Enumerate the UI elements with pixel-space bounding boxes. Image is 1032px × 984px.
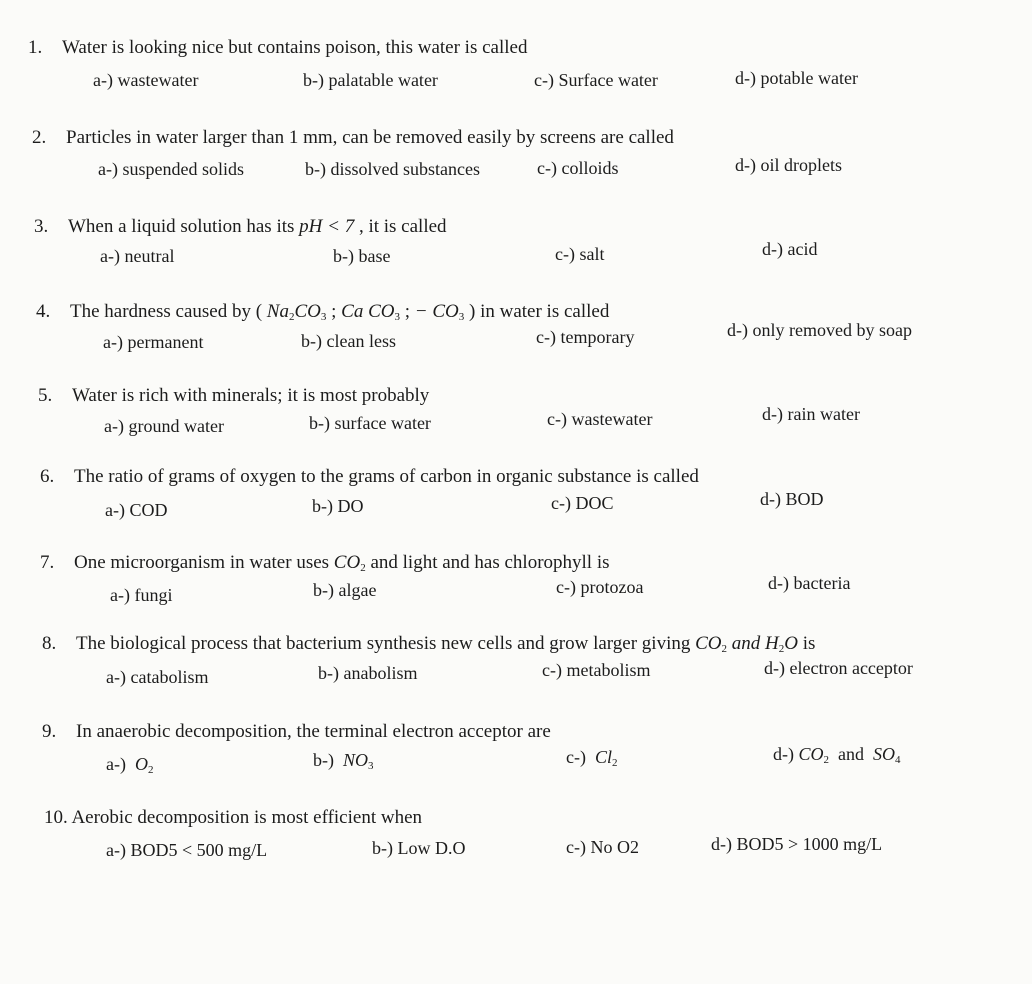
question-stem [32, 126, 674, 150]
option-c[interactable]: c-) colloids [537, 158, 619, 178]
option-a[interactable]: a-) permanent [103, 332, 204, 352]
formula-part: Cl [594, 747, 612, 767]
question-number: 1. [28, 37, 43, 58]
option-b[interactable]: b-) base [333, 246, 391, 266]
option-c[interactable]: c-) temporary [536, 327, 635, 347]
option-b[interactable]: b-) surface water [309, 413, 431, 433]
option-prefix: b-) [313, 750, 334, 770]
question-text: One microorganism in water uses [74, 552, 330, 573]
subscript: 2 [147, 764, 154, 776]
formula-co2 [695, 633, 727, 654]
option-c[interactable]: c-) salt [555, 244, 605, 264]
formula-part: SO [873, 744, 896, 764]
question-stem [42, 720, 551, 744]
question-number: 2. [32, 127, 47, 148]
subscript: 2 [823, 754, 830, 766]
subscript: 2 [721, 643, 728, 655]
question-stem [38, 384, 429, 408]
option-b[interactable]: b-) algae [313, 580, 377, 600]
formula-co2 [334, 552, 366, 573]
separator: ; [331, 301, 337, 322]
formula-part: CO [333, 552, 361, 573]
question-number: 3. [34, 216, 49, 237]
formula-h2o [765, 633, 798, 654]
option-d[interactable]: d-) BOD [760, 489, 824, 509]
question-text: The biological process that bacterium synthesis new cells and grow larger giving [76, 633, 691, 654]
formula-part: − CO [414, 301, 459, 322]
question-stem [34, 215, 447, 239]
option-d[interactable]: d-) potable water [735, 68, 858, 88]
question-text-end: is [802, 633, 816, 654]
formula-caco3 [341, 301, 400, 322]
option-b[interactable]: b-) Low D.O [372, 838, 466, 858]
question-text: Water is looking nice but contains poison, this water is called [62, 37, 528, 58]
subscript: 4 [895, 754, 901, 766]
option-d[interactable]: d-) bacteria [768, 573, 851, 593]
option-d[interactable]: d-) electron acceptor [764, 658, 913, 678]
question-text: Particles in water larger than 1 mm, can be removed easily by screens are called [66, 127, 674, 148]
formula-part: H [765, 633, 779, 654]
question-number: 6. [40, 466, 55, 487]
question-text-end: ) in water is called [469, 301, 610, 322]
option-c[interactable]: c-) protozoa [556, 577, 644, 597]
option-c[interactable]: c-) metabolism [542, 660, 651, 680]
option-a[interactable]: a-) neutral [100, 246, 175, 266]
subscript: 2 [778, 643, 785, 655]
option-d[interactable]: d-) rain water [762, 404, 860, 424]
question-text: In anaerobic decomposition, the terminal electron acceptor are [76, 721, 551, 742]
question-text-end: , it is called [358, 216, 447, 237]
subscript: 3 [320, 311, 327, 323]
option-a[interactable] [106, 752, 153, 782]
option-b[interactable] [313, 748, 374, 778]
question-stem [28, 36, 527, 60]
question-number: 7. [40, 552, 55, 573]
question-stem [42, 632, 815, 661]
question-stem [44, 806, 422, 830]
question-text: The hardness caused by ( [70, 301, 263, 322]
option-c[interactable]: c-) DOC [551, 493, 614, 513]
option-a[interactable]: a-) catabolism [106, 667, 209, 687]
formula-part: O [784, 633, 798, 654]
option-b[interactable]: b-) anabolism [318, 663, 418, 683]
subscript: 3 [394, 311, 400, 323]
formula-part: Na [266, 301, 289, 322]
and-word: and [731, 633, 761, 654]
option-prefix: a-) [106, 754, 126, 774]
question-number: 9. [42, 721, 57, 742]
option-c[interactable]: c-) Surface water [534, 70, 658, 90]
subscript: 2 [360, 562, 366, 574]
formula-part: CO [798, 744, 824, 764]
option-c[interactable]: c-) wastewater [547, 409, 653, 429]
option-d[interactable]: d-) only removed by soap [727, 320, 912, 340]
option-c[interactable] [566, 745, 618, 775]
question-text: When a liquid solution has its [68, 216, 295, 237]
option-b[interactable]: b-) palatable water [303, 70, 438, 90]
question-text: The ratio of grams of oxygen to the grams of carbon in organic substance is called [74, 466, 699, 487]
subscript: 3 [458, 311, 465, 323]
option-b[interactable]: b-) dissolved substances [305, 159, 480, 179]
question-number: 4. [36, 301, 51, 322]
option-a[interactable]: a-) COD [105, 500, 168, 520]
formula-part: NO [343, 750, 369, 770]
question-number: 8. [42, 633, 57, 654]
option-b[interactable]: b-) DO [312, 496, 364, 516]
question-text-end: and light and has chlorophyll is [370, 552, 610, 573]
question-text: Water is rich with minerals; it is most probably [72, 385, 430, 406]
option-c[interactable]: c-) No O2 [566, 837, 639, 857]
option-prefix: d-) [773, 744, 794, 764]
option-b[interactable]: b-) clean less [301, 331, 396, 351]
subscript: 2 [288, 311, 295, 323]
option-d[interactable]: d-) oil droplets [735, 155, 842, 175]
option-d[interactable] [773, 742, 901, 772]
formula-part: CO [294, 301, 321, 322]
question-number: 10. [44, 807, 68, 828]
question-stem [40, 551, 610, 580]
subscript: 3 [368, 760, 374, 772]
and-word: and [838, 744, 865, 764]
formula-part: Ca CO [341, 301, 395, 322]
formula-part: CO [695, 633, 722, 654]
separator: ; [404, 301, 411, 322]
formula-co3 [415, 301, 464, 322]
option-a[interactable]: a-) fungi [110, 585, 173, 605]
option-d[interactable]: d-) acid [762, 239, 818, 259]
formula-na2co3 [267, 301, 327, 322]
question-stem [40, 465, 699, 489]
option-d[interactable]: d-) BOD5 > 1000 mg/L [711, 834, 883, 854]
formula-part: O [134, 754, 148, 774]
option-a[interactable]: a-) suspended solids [98, 159, 244, 179]
option-a[interactable]: a-) BOD5 < 500 mg/L [106, 840, 268, 860]
ph-expression: pH < 7 [299, 216, 355, 237]
option-prefix: c-) [566, 747, 586, 767]
option-a[interactable]: a-) ground water [104, 416, 224, 436]
question-stem [36, 300, 609, 329]
question-number: 5. [38, 385, 53, 406]
question-text: Aerobic decomposition is most efficient when [71, 807, 422, 828]
subscript: 2 [612, 757, 618, 769]
option-a[interactable]: a-) wastewater [93, 70, 199, 90]
